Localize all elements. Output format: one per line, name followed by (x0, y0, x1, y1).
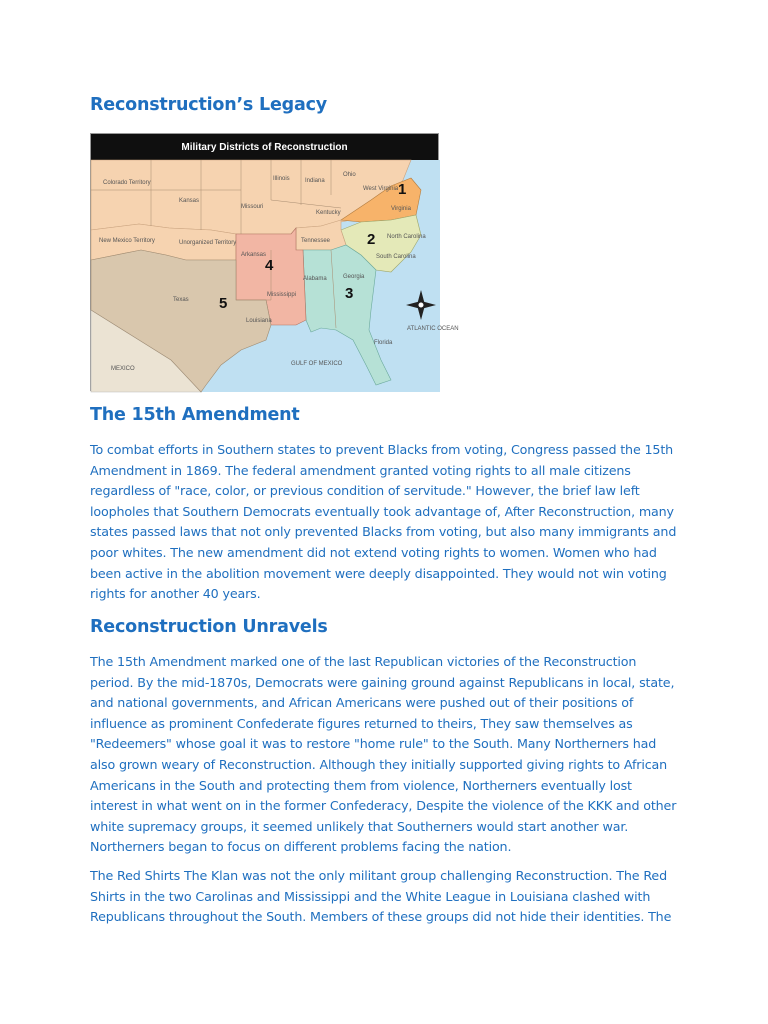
label-georgia: Georgia (343, 274, 365, 280)
label-gulf-of-mexico: GULF OF MEXICO (291, 361, 343, 367)
heading-reconstructions-legacy: Reconstruction’s Legacy (90, 95, 327, 115)
label-texas: Texas (173, 297, 189, 303)
paragraph-red-shirts: The Red Shirts The Klan was not the only militant group challenging Reconstruction. The Red Shirts in the two Carolinas and Mississippi and the White League in Louisiana clashed with Republicans throughout the South. Members of these groups did not hide their identities. The (90, 868, 672, 925)
label-new-mexico: New Mexico Territory (99, 238, 155, 244)
label-alabama: Alabama (303, 276, 327, 282)
label-kansas: Kansas (179, 198, 200, 204)
district-number-5: 5 (219, 295, 228, 312)
label-indiana: Indiana (305, 178, 325, 184)
reconstruction-districts-map (90, 133, 459, 391)
label-atlantic-ocean: ATLANTIC OCEAN (407, 326, 459, 332)
map-graphic (91, 160, 459, 392)
map-title: Military Districts of Reconstruction (91, 134, 438, 160)
label-south-carolina: South Carolina (376, 254, 416, 260)
label-kentucky: Kentucky (316, 210, 341, 216)
label-missouri: Missouri (241, 204, 264, 210)
label-tennessee: Tennessee (301, 238, 331, 244)
label-colorado: Colorado Territory (103, 180, 151, 186)
label-mississippi: Mississippi (267, 292, 297, 298)
heading-reconstruction-unravels: Reconstruction Unravels (90, 617, 328, 637)
heading-15th-amendment: The 15th Amendment (90, 405, 300, 425)
label-virginia: Virginia (391, 206, 411, 212)
label-florida: Florida (374, 340, 393, 346)
label-arkansas: Arkansas (241, 252, 267, 258)
label-unorganized: Unorganized Territory (179, 240, 237, 246)
label-mexico: MEXICO (111, 366, 135, 372)
district-number-4: 4 (265, 257, 274, 274)
district-number-1: 1 (398, 181, 407, 198)
district-number-2: 2 (367, 231, 376, 248)
paragraph-15th-amendment: To combat efforts in Southern states to prevent Blacks from voting, Congress passed the 15th Amendment in 1869. The federal amendment granted voting rights to all male citizens regardless of "race, color, or previous condition of servitude." However, the brief law left loopholes that Southern Democrats eventually took advantage of, After Reconstruction, many states passed laws that not only prevented Blacks from voting, but also many immigrants and poor whites. The new amendment did not extend voting rights to women. Women who had been active in the abolition movement were deeply disappointed. They would not win voting rights for another 40 years. (90, 442, 677, 602)
label-louisiana: Louisiana (246, 318, 272, 324)
label-west-virginia: West Virginia (363, 186, 399, 192)
district-number-3: 3 (345, 285, 354, 302)
paragraph-reconstruction-unravels: The 15th Amendment marked one of the last Republican victories of the Reconstruction period. By the mid-1870s, Democrats were gaining ground against Republicans in local, state, and national governments, and African Americans were pushed out of their positions of influence as prominent Confederate figures returned to theirs, They saw themselves as "Redeemers" whose goal it was to restore "home rule" to the South. Many Northerners had also grown weary of Reconstruction. Although they initially supported giving rights to African Americans in the South and protecting them from violence, Northerners eventually lost interest in what went on in the former Confederacy, Despite the violence of the KKK and other white supremacy groups, it seemed unlikely that Southerners would start another war. Northerners began to focus on different problems facing the nation. (90, 654, 677, 855)
label-ohio: Ohio (343, 172, 356, 178)
label-illinois: Illinois (273, 176, 290, 182)
label-north-carolina: North Carolina (387, 234, 426, 240)
